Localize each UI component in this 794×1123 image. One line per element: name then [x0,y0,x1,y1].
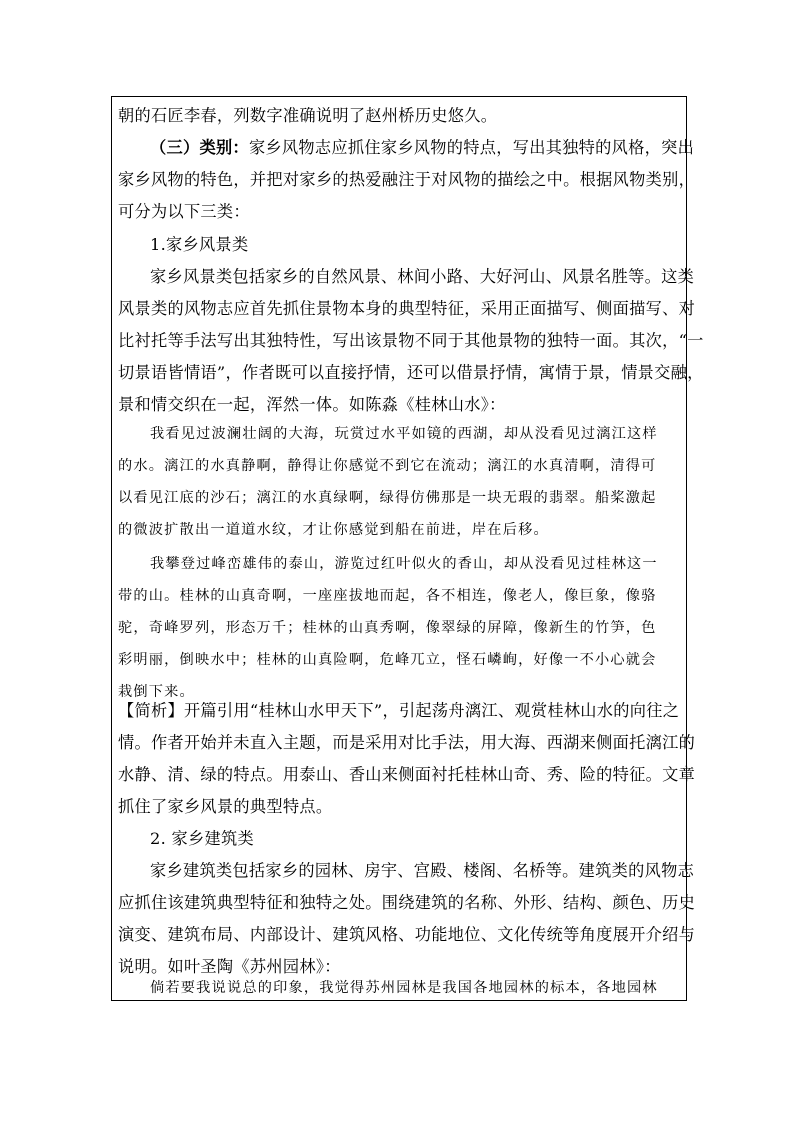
quote-line: 的水。漓江的水真静啊，静得让你感觉不到它在流动；漓江的水真清啊，清得可 [118,458,657,474]
quote-line: 带的山。桂林的山真奇啊，一座座拔地而起，各不相连，像老人，像巨象，像骆 [118,588,657,604]
section-heading: 1.家乡风景类 [150,235,249,254]
text-line: 抓住了家乡风景的典型特点。 [118,797,333,816]
text-span: 家乡风物志应抓住家乡风物的特点，写出其独特的风格，突出 [248,138,695,157]
quote-line: 倘若要我说说总的印象，我觉得苏州园林是我国各地园林的标本，各地园林 [150,980,658,996]
text-line: 朝的石匠李春，列数字准确说明了赵州桥历史悠久。 [118,106,498,125]
quote-line: 以看见江底的沙石；漓江的水真绿啊，绿得仿佛那是一块无瑕的翡翠。船桨激起 [118,490,657,506]
quote-line: 彩明丽，倒映水中；桂林的山真险啊，危峰兀立，怪石嶙峋，好像一不小心就会 [118,652,657,668]
text-line: 家乡建筑类包括家乡的园林、房宇、宫殿、楼阁、名桥等。建筑类的风物志 [150,861,695,880]
text-line: 应抓住该建筑典型特征和独特之处。围绕建筑的名称、外形、结构、颜色、历史 [118,893,696,912]
table-cell-frame [111,96,704,1001]
text-line: 切景语皆情语”，作者既可以直接抒情，还可以借景抒情，寓情于景，情景交融， [118,363,704,382]
section-heading: 2. 家乡建筑类 [150,829,254,848]
text-line: 可分为以下三类： [118,202,250,221]
heading-label: （三）类别： [150,138,249,157]
text-line: 家乡风景类包括家乡的自然风景、林间小路、大好河山、风景名胜等。这类 [150,267,695,286]
quote-line: 栽倒下来。 [118,684,195,700]
quote-line: 我攀登过峰峦雄伟的泰山，游览过红叶似火的香山，却从没看见过桂林这一 [150,556,658,572]
quote-line: 我看见过波澜壮阔的大海，玩赏过水平如镜的西湖，却从没看见过漓江这样 [150,426,658,442]
text-line: 景和情交织在一起，浑然一体。如陈淼《桂林山水》： [118,395,506,414]
quote-line: 的微波扩散出一道道水纹，才让你感觉到船在前进，岸在后移。 [118,522,549,538]
text-line: 家乡风物的特色，并把对家乡的热爱融注于对风物的描绘之中。根据风物类别， [118,170,696,189]
text-line: 比衬托等手法写出其独特性，写出该景物不同于其他景物的独特一面。其次，“一 [118,331,704,350]
text-line: 情。作者开始并未直入主题，而是采用对比手法，用大海、西湖来侧面托漓江的 [118,733,696,752]
analysis-line: 【简析】开篇引用“桂林山水甲天下”，引起荡舟漓江、观赏桂林山水的向往之 [118,701,680,720]
text-line: 演变、建筑布局、内部设计、建筑风格、功能地位、文化传统等角度展开介绍与 [118,925,696,944]
quote-line: 驼，奇峰罗列，形态万千；桂林的山真秀啊，像翠绿的屏障，像新生的竹笋，色 [118,620,657,636]
text-line: 水静、清、绿的特点。用泰山、香山来侧面衬托桂林山奇、秀、险的特征。文章 [118,765,696,784]
text-line: 风景类的风物志应首先抓住景物本身的典型特征，采用正面描写、侧面描写、对 [118,299,696,318]
text-line [150,134,694,158]
text-line: 说明。如叶圣陶《苏州园林》： [118,957,341,976]
